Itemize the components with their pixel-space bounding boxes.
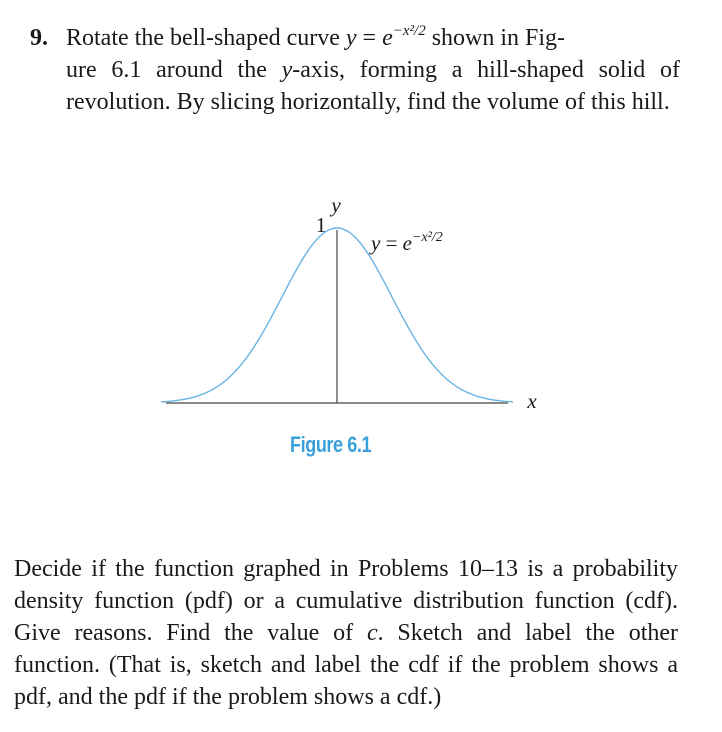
curve-label-lhs: y: [371, 231, 381, 255]
problem-first-line: [30, 22, 680, 54]
equation-exponent: −x²/2: [392, 23, 426, 39]
instructions-text-start: Decide if the function graphed in Problems 10–13 is a probability density function (pdf) or a cumulative distribution function (cdf). Give reasons. Find the value of: [14, 556, 678, 646]
equation-base: e: [382, 25, 393, 51]
figure-caption: Figure 6.1: [290, 432, 372, 457]
problem-9: [30, 22, 680, 118]
problem-text-start: Rotate the bell-shaped curve: [66, 25, 346, 51]
problem-text-rest-2: -axis, forming a hill-shaped solid of revolution. By slicing horizontally, find the volume of this hill.: [66, 57, 681, 115]
curve-label-base: e: [402, 231, 412, 255]
problem-text-rest-1: ure 6.1 around the: [66, 57, 282, 83]
curve-label: [369, 230, 443, 255]
problem-text-rest: [30, 54, 680, 118]
x-axis-label: x: [527, 389, 537, 413]
problem-text-after-equation: shown in Fig-: [425, 25, 566, 51]
equation-lhs: y: [345, 25, 357, 51]
y-tick-label-1: 1: [315, 213, 327, 237]
problem-number: 9.: [30, 25, 48, 51]
instructions-text-end: . Sketch and label the other function. (That is, sketch and label the cdf if the problem shows a pdf, and the pdf if the problem shows a cdf.): [14, 620, 679, 710]
instructions-variable-c: c: [366, 620, 378, 646]
curve-label-exponent: −x²/2: [412, 230, 443, 245]
curve-label-equals: =: [380, 231, 403, 255]
problem-axis-variable: y: [281, 57, 293, 83]
equation-equals: =: [356, 25, 383, 51]
y-axis-label: y: [331, 193, 341, 217]
instructions-10-13: [14, 553, 678, 713]
